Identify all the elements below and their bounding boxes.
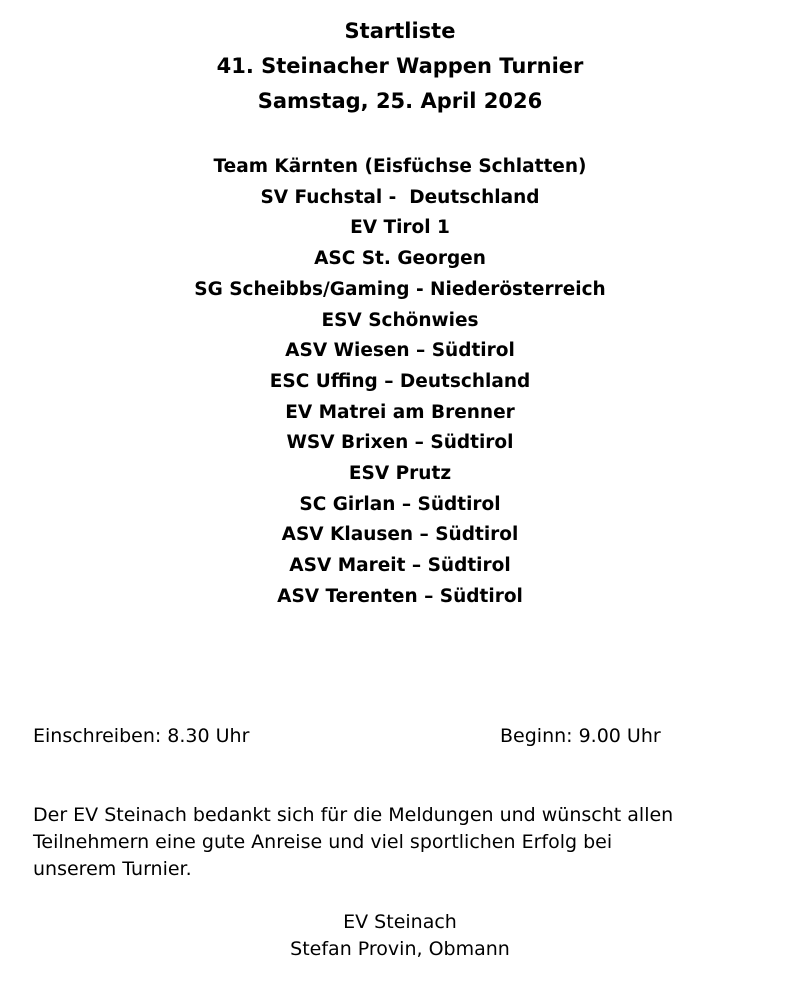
document-header — [0, 14, 800, 119]
list-item: ASV Terenten – Südtirol — [277, 585, 523, 607]
event-date: Samstag, 25. April 2026 — [257, 89, 543, 113]
team-list — [0, 152, 800, 613]
message-line: Der EV Steinach bedankt sich für die Meldungen und wünscht allen — [33, 804, 674, 826]
event-name: 41. Steinacher Wappen Turnier — [216, 54, 584, 78]
list-item: ASC St. Georgen — [314, 248, 486, 270]
list-item: ESV Schönwies — [321, 309, 479, 331]
list-item: ASV Klausen – Südtirol — [281, 524, 519, 546]
checkin-time: Einschreiben: 8.30 Uhr — [33, 725, 250, 747]
signature-block — [0, 909, 800, 963]
list-item: SV Fuchstal - Deutschland — [260, 186, 540, 208]
list-item: Team Kärnten (Eisfüchse Schlatten) — [213, 156, 587, 177]
list-item: WSV Brixen – Südtirol — [286, 432, 514, 454]
message-line: Teilnehmern eine gute Anreise und viel sportlichen Erfolg bei — [33, 831, 613, 853]
signature-person: Stefan Provin, Obmann — [290, 938, 510, 960]
list-item: EV Matrei am Brenner — [285, 401, 515, 423]
list-item: EV Tirol 1 — [350, 217, 450, 239]
list-item: ASV Wiesen – Südtirol — [285, 340, 515, 362]
page-title: Startliste — [344, 19, 456, 43]
start-time: Beginn: 9.00 Uhr — [500, 725, 661, 747]
list-item: ASV Mareit – Südtirol — [289, 555, 511, 577]
signature-club: EV Steinach — [343, 911, 457, 933]
list-item: SC Girlan – Südtirol — [299, 493, 501, 515]
thank-you-message — [33, 802, 783, 883]
list-item: SG Scheibbs/Gaming - Niederösterreich — [194, 278, 606, 300]
message-line: unserem Turnier. — [33, 858, 192, 880]
list-item: ESC Uffing – Deutschland — [269, 370, 531, 392]
list-item: ESV Prutz — [348, 463, 452, 485]
